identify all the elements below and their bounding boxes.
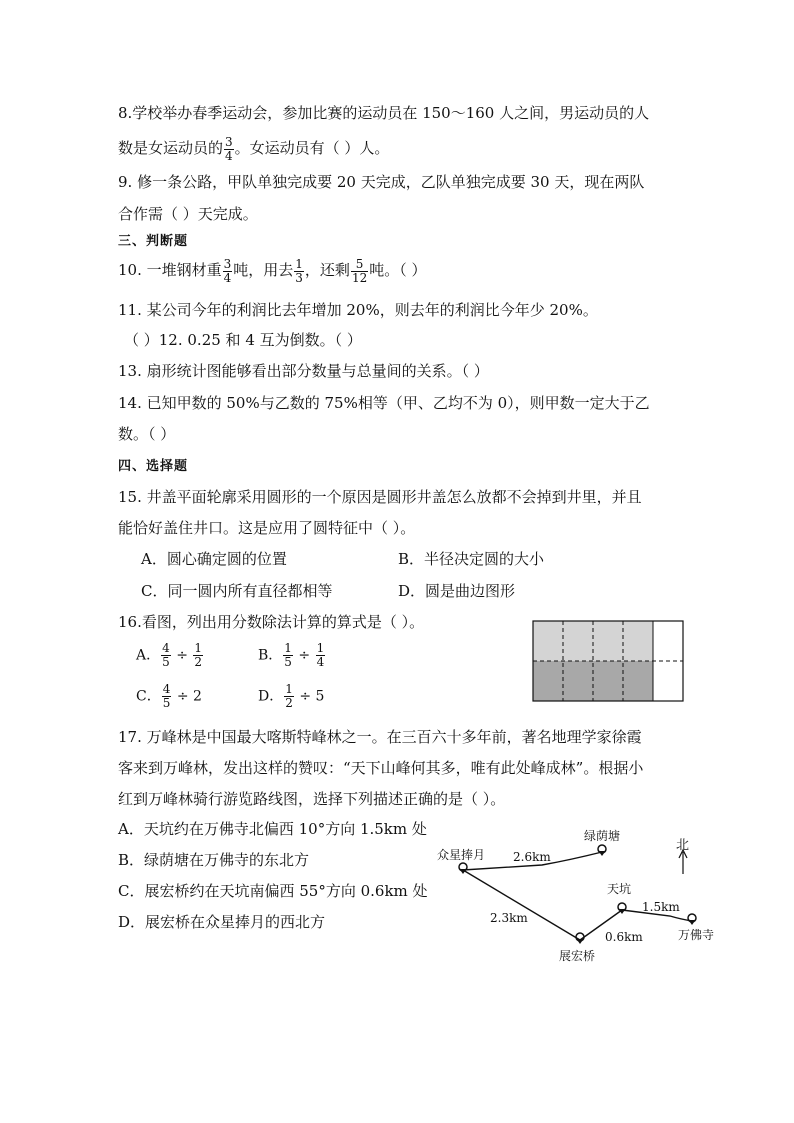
q17-line1: 17. 万峰林是中国最大喀斯特峰林之一。在三百六十多年前，著名地理学家徐霞: [118, 728, 642, 746]
frac-num: 1: [194, 641, 203, 655]
frac-den: 5: [162, 696, 171, 710]
operator-operand: ÷ 5: [299, 688, 325, 705]
north-label: 北: [676, 838, 690, 853]
fraction: [316, 642, 326, 669]
frac-num: 1: [285, 682, 293, 696]
frac-den: 2: [285, 696, 293, 710]
q10-mid2: ，还剩: [304, 261, 350, 279]
section-4-heading: 四、选择题: [118, 459, 189, 474]
frac-num: 1: [284, 641, 292, 655]
q17-line2: 客来到万峰林，发出这样的赞叹：“天下山峰何其多，唯有此处峰成林”。根据小: [118, 759, 644, 777]
q16-option-a[interactable]: [136, 642, 204, 669]
q9-line1: 9. 修一条公路，甲队单独完成要 20 天完成，乙队单独完成要 30 天，现在两队: [118, 173, 645, 191]
frac-den: 5: [162, 655, 170, 669]
operator: ÷: [298, 647, 311, 664]
frac-num: 4: [162, 682, 171, 696]
q17-option-b[interactable]: B．绿荫塘在万佛寺的东北方: [118, 851, 310, 869]
q9-line2: 合作需（ ）天完成。: [118, 205, 258, 223]
q8-fraction: [224, 136, 234, 163]
fraction: [283, 642, 293, 669]
frac-num: 5: [351, 258, 368, 272]
map-label-lvyintang: 绿荫塘: [584, 829, 621, 843]
q15-option-a[interactable]: A．圆心确定圆的位置: [141, 550, 287, 568]
section-3-heading: 三、判断题: [118, 234, 189, 249]
q10-frac3: [351, 258, 368, 285]
option-label: B．: [258, 647, 283, 664]
frac-den: 3: [295, 270, 303, 285]
q14-line2: 数。（ ）: [118, 425, 176, 443]
frac-den: 2: [194, 655, 203, 669]
map-distance-1-5: 1.5km: [642, 900, 680, 914]
map-distance-0-6: 0.6km: [605, 930, 643, 944]
option-label: D．: [258, 688, 284, 705]
frac-den: 4: [223, 270, 232, 285]
map-label-zhongxingpengyue: 众星捧月: [437, 848, 486, 862]
frac-num: 3: [223, 256, 232, 271]
operator-operand: ÷ 2: [176, 688, 202, 705]
map-label-tiankeng: 天坑: [607, 882, 632, 896]
light-shaded-region: [533, 621, 653, 661]
q8-pre: 数是女运动员的: [118, 139, 224, 157]
q10-frac1: [223, 258, 233, 285]
frac-num: 4: [162, 641, 170, 655]
q16-fraction-figure: [532, 620, 684, 702]
frac-den: 5: [284, 655, 292, 669]
option-label: A．: [136, 647, 161, 664]
q8-post: 。女运动员有（ ）人。: [234, 139, 390, 157]
q10-post: 吨。（ ）: [369, 261, 427, 279]
q8-line1: 8.学校举办春季运动会，参加比赛的运动员在 150～160 人之间，男运动员的人: [118, 104, 650, 122]
q16-option-b[interactable]: [258, 642, 326, 669]
frac-den: 12: [351, 270, 368, 285]
map-distance-2-6: 2.6km: [513, 850, 551, 864]
frac-num: 1: [316, 641, 325, 655]
q15-option-c[interactable]: C．同一圆内所有直径都相等: [141, 582, 333, 600]
map-distance-2-3: 2.3km: [490, 911, 528, 925]
q11-line: 11. 某公司今年的利润比去年增加 20%，则去年的利润比今年少 20%。: [118, 301, 598, 319]
map-label-zhanhongqiao: 展宏桥: [559, 949, 596, 963]
frac-num: 1: [295, 256, 303, 271]
q17-option-d[interactable]: D．展宏桥在众星捧月的西北方: [118, 913, 326, 931]
q16-stem: 16.看图，列出用分数除法计算的算式是（ ）。: [118, 613, 425, 631]
q17-option-a[interactable]: A．天坑约在万佛寺北偏西 10°方向 1.5km 处: [118, 820, 427, 838]
option-label: C．: [136, 688, 161, 705]
q16-option-c[interactable]: [136, 683, 202, 710]
q17-line3: 红到万峰林骑行游览路线图，选择下列描述正确的是（ ）。: [118, 790, 506, 808]
map-label-wanfosi: 万佛寺: [678, 928, 715, 942]
q8-line2: [118, 133, 389, 163]
frac-den: 4: [225, 148, 233, 163]
fraction: [161, 642, 171, 669]
fraction: [193, 642, 203, 669]
q15-line2: 能恰好盖住井口。这是应用了圆特征中（ ）。: [118, 519, 416, 537]
q16-option-d[interactable]: [258, 683, 324, 710]
pin-icon: [598, 845, 606, 856]
q17-option-c[interactable]: C．展宏桥约在天坑南偏西 55°方向 0.6km 处: [118, 882, 428, 900]
q15-option-d[interactable]: D．圆是曲边图形: [398, 582, 516, 600]
fraction: [284, 683, 294, 710]
q10-line: [118, 254, 427, 286]
frac-num: 3: [225, 134, 233, 149]
q12-line: （ ）12. 0.25 和 4 互为倒数。（ ）: [124, 331, 362, 349]
q15-option-b[interactable]: B．半径决定圆的大小: [398, 550, 545, 568]
pin-icon: [688, 914, 696, 925]
frac-den: 4: [316, 655, 325, 669]
q10-mid1: 吨，用去: [233, 261, 294, 279]
q15-line1: 15. 井盖平面轮廓采用圆形的一个原因是圆形井盖怎么放都不会掉到井里，并且: [118, 488, 642, 506]
route-segment-1-5: [463, 870, 580, 940]
q14-line1: 14. 已知甲数的 50%与乙数的 75%相等（甲、乙均不为 0），则甲数一定大于乙: [118, 394, 650, 412]
operator: ÷: [176, 647, 188, 664]
q10-pre: 10. 一堆钢材重: [118, 261, 222, 279]
q10-frac2: [294, 258, 304, 285]
q13-line: 13. 扇形统计图能够看出部分数量与总量间的关系。（ ）: [118, 362, 489, 380]
fraction: [162, 683, 172, 710]
